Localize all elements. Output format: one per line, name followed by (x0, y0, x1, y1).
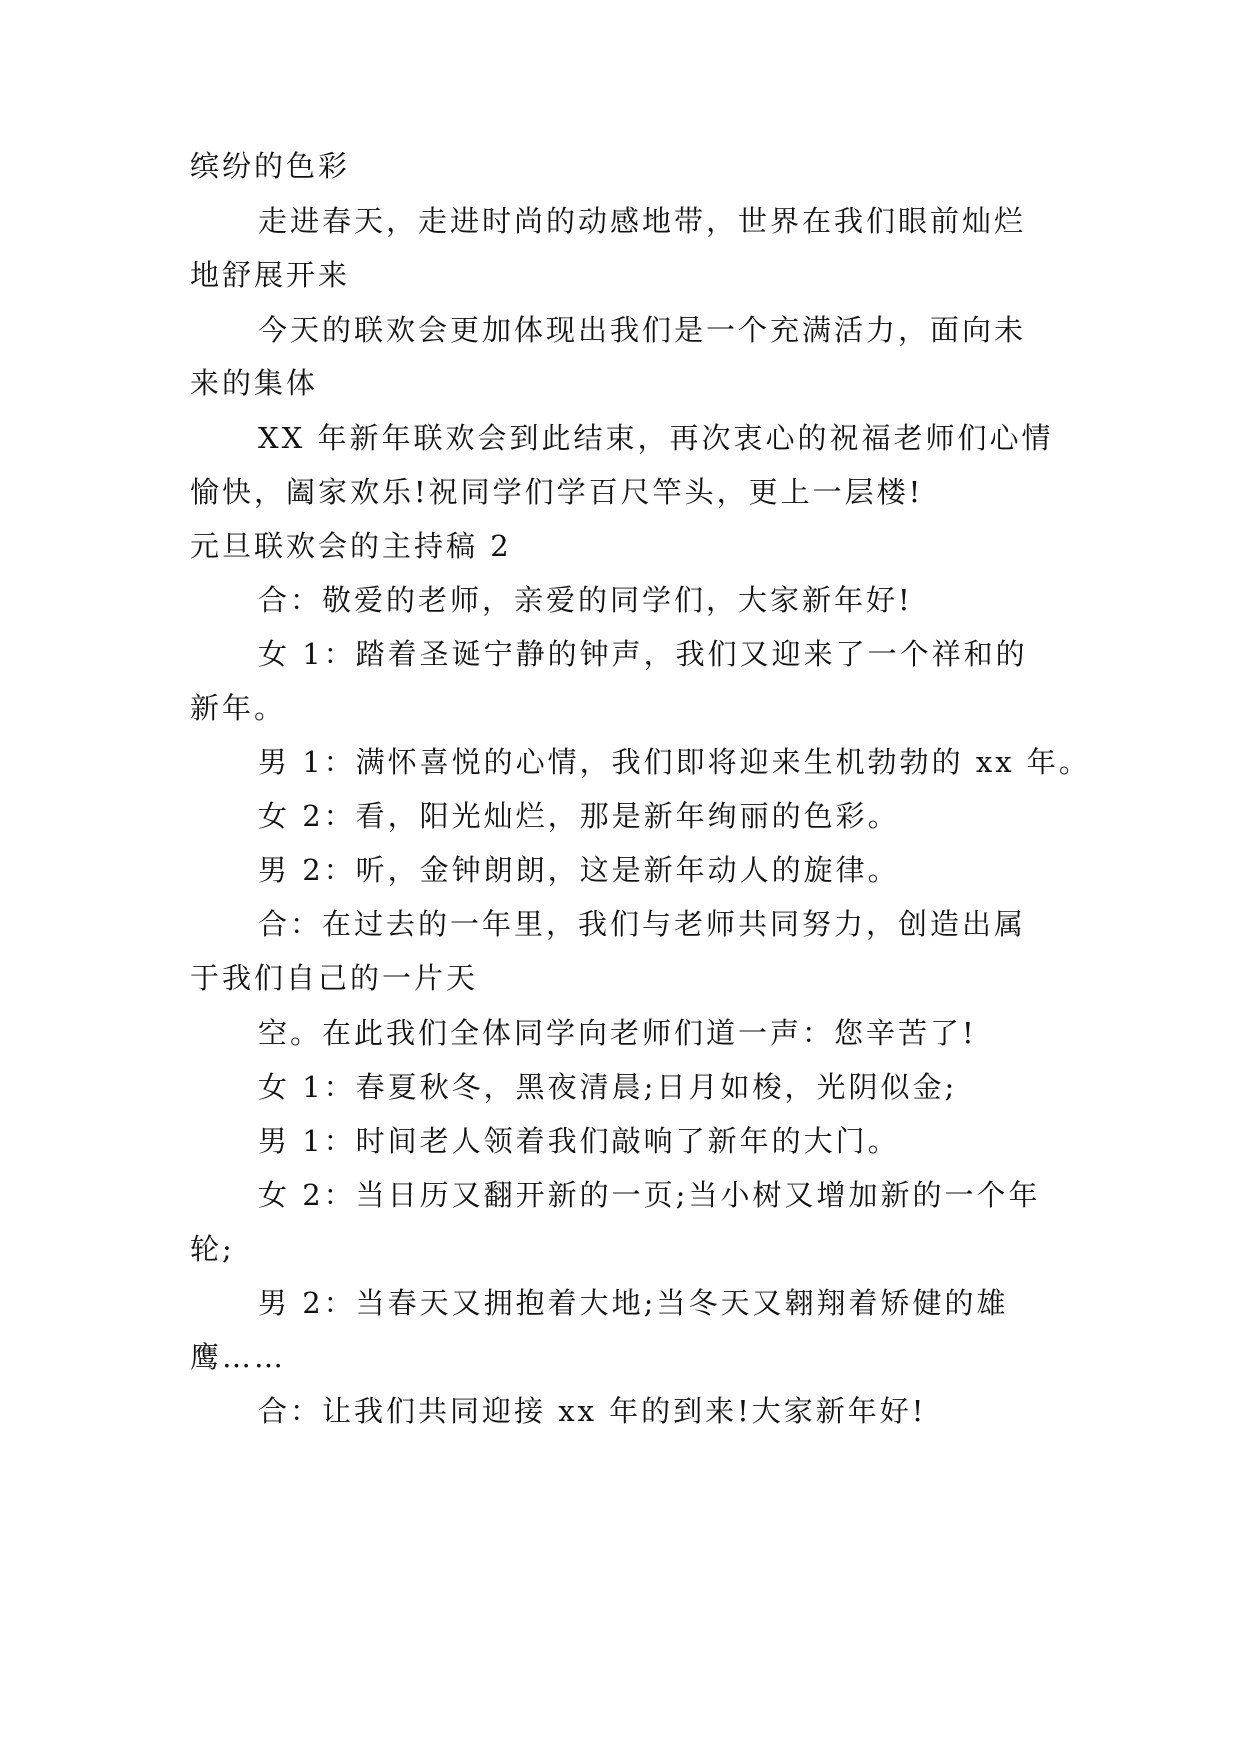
text-line: 今天的联欢会更加体现出我们是一个充满活力，面向未 (258, 313, 1027, 347)
text-line: 女 1：踏着圣诞宁静的钟声，我们又迎来了一个祥和的 (258, 637, 1028, 671)
text-line: 地舒展开来 (190, 258, 351, 292)
text-line: 走进春天，走进时尚的动感地带，世界在我们眼前灿烂 (258, 204, 1027, 238)
text-line: 男 1：满怀喜悦的心情，我们即将迎来生机勃勃的 xx 年。 (258, 745, 1091, 779)
text-line: 合：在过去的一年里，我们与老师共同努力，创造出属 (258, 907, 1027, 941)
text-line: 女 2：当日历又翻开新的一页;当小树又增加新的一个年 (258, 1178, 1041, 1212)
text-line: 于我们自己的一片天 (190, 961, 479, 995)
text-line: 男 2：听，金钟朗朗，这是新年动人的旋律。 (258, 853, 900, 887)
text-line: 鹰…… (190, 1340, 287, 1374)
text-line: 女 2：看，阳光灿烂，那是新年绚丽的色彩。 (258, 799, 900, 833)
text-line: 轮; (190, 1232, 235, 1266)
text-line: 缤纷的色彩 (190, 149, 351, 183)
text-line: 空。在此我们全体同学向老师们道一声：您辛苦了! (258, 1016, 977, 1050)
text-line: 女 1：春夏秋冬，黑夜清晨;日月如梭，光阴似金; (258, 1070, 958, 1104)
text-line: 新年。 (190, 691, 287, 725)
text-line: 愉快，阖家欢乐!祝同学们学百尺竿头，更上一层楼! (190, 475, 924, 509)
text-line: 合：敬爱的老师，亲爱的同学们，大家新年好! (258, 583, 913, 617)
text-line: 来的集体 (190, 366, 319, 400)
text-line: 男 2：当春天又拥抱着大地;当冬天又翱翔着矫健的雄 (258, 1286, 1009, 1320)
section-heading: 元旦联欢会的主持稿 2 (190, 529, 512, 563)
text-line: 男 1：时间老人领着我们敲响了新年的大门。 (258, 1124, 900, 1158)
text-line: 合：让我们共同迎接 xx 年的到来!大家新年好! (258, 1394, 927, 1428)
text-line: XX 年新年联欢会到此结束，再次衷心的祝福老师们心情 (258, 421, 1054, 455)
